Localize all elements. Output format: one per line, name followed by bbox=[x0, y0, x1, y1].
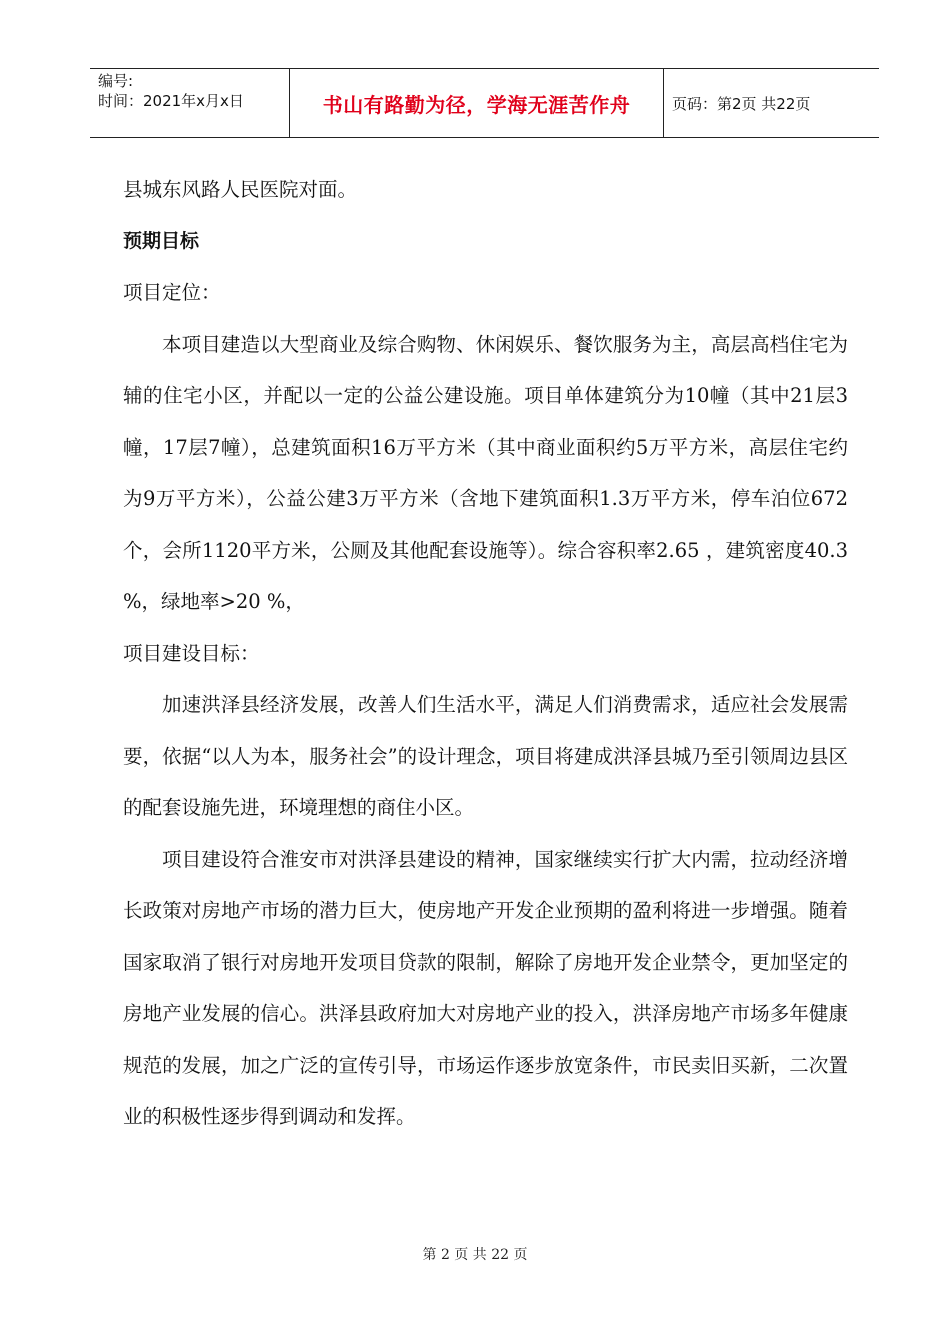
body-line-location: 县城东风路人民医院对面。 bbox=[123, 178, 358, 201]
page-header bbox=[90, 68, 879, 138]
paragraph-positioning: 本项目建造以大型商业及综合购物、休闲娱乐、餐饮服务为主，高层高档住宅为辅的住宅小区，并配以一定的公益公建设施。项目单体建筑分为10幢（其中21层3幢，17层7幢），总建筑面积16万平方米（其中商业面积约5万平方米，高层住宅约为9万平方米），公益公建3万平方米（含地下建筑面积1.3万平方米，停车泊位672个，会所1120平方米，公厕及其他配套设施等）。综合容积率2.65 ，建筑密度40.3 %，绿地率>20 %， bbox=[123, 332, 848, 613]
header-meta bbox=[90, 69, 290, 137]
paragraph-market: 项目建设符合淮安市对洪泽县建设的精神，国家继续实行扩大内需，拉动经济增长政策对房地产市场的潜力巨大，使房地产开发企业预期的盈利将进一步增强。随着国家取消了银行对房地开发项目贷款的限制，解除了房地开发企业禁令，更加坚定的房地产业发展的信心。洪泽县政府加大对房地产业的投入，洪泽房地产市场多年健康规范的发展，加之广泛的宣传引导，市场运作逐步放宽条件，市民卖旧买新，二次置业的积极性逐步得到调动和发挥。 bbox=[123, 847, 848, 1128]
document-time: 时间：2021年x月x日 bbox=[98, 92, 244, 110]
label-project-positioning: 项目定位： bbox=[123, 281, 221, 304]
document-number-label: 编号: bbox=[98, 72, 134, 90]
header-motto: 书山有路勤为径，学海无涯苦作舟 bbox=[290, 69, 664, 137]
paragraph-goal: 加速洪泽县经济发展，改善人们生活水平，满足人们消费需求，适应社会发展需要，依据“以人为本，服务社会”的设计理念，项目将建成洪泽县城乃至引领周边县区的配套设施先进，环境理想的商住小区。 bbox=[123, 693, 848, 819]
section-heading: 预期目标 bbox=[123, 229, 200, 252]
header-page-info: 页码：第2页 共22页 bbox=[672, 94, 811, 113]
label-project-goal: 项目建设目标： bbox=[123, 641, 260, 665]
document-body bbox=[123, 164, 848, 1143]
page-footer: 第 2 页 共 22 页 bbox=[422, 1247, 528, 1263]
